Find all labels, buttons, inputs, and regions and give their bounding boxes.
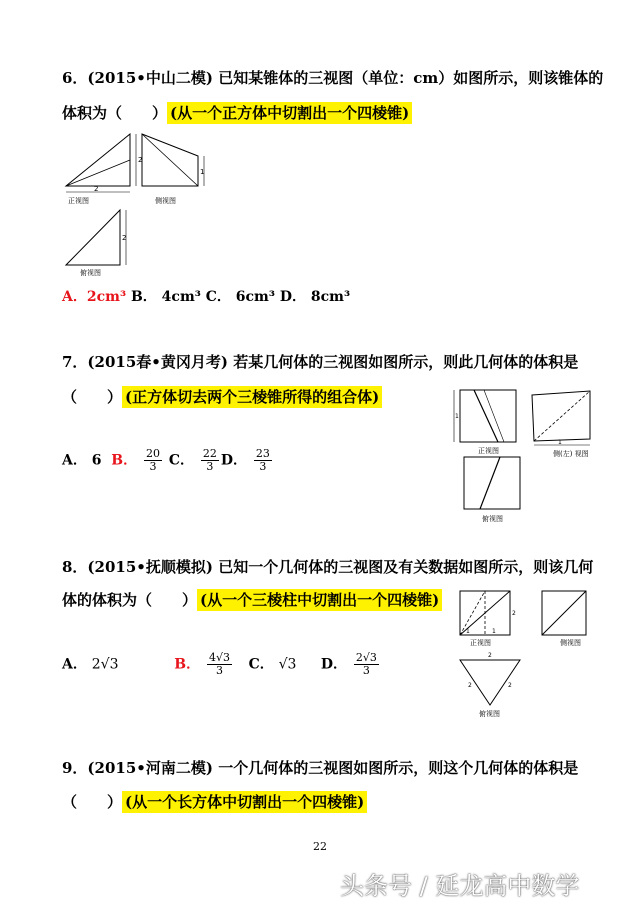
- q6-side-dim1: 1: [200, 168, 205, 176]
- q6-option-d[interactable]: D． 8cm³: [279, 289, 351, 305]
- q7-front-dim: 1: [455, 413, 459, 420]
- q8-line1: 8．(2015•抚顺模拟) 已知一个几何体的三视图及有关数据如图所示，则该几何: [62, 558, 594, 576]
- q9-hint: (从一个长方体中切割出一个四棱锥): [122, 791, 367, 813]
- q8-hint: (从一个三棱柱中切割出一个四棱锥): [197, 589, 442, 611]
- q7-option-c-frac: $\frac{22}{3}$: [202, 447, 217, 473]
- q8-top-caption: 俯视图: [479, 710, 500, 718]
- q7-hint: (正方体切去两个三棱锥所得的组合体): [122, 386, 382, 408]
- q6-options: [62, 287, 350, 307]
- q7-option-b-frac: $\frac{20}{3}$: [145, 447, 160, 473]
- q6-hint: (从一个正方体中切割出一个四棱锥): [167, 102, 412, 124]
- q6-side-dim2: 2: [138, 156, 143, 164]
- q6-top-caption: 俯视图: [80, 269, 101, 277]
- q9-prefix: （ ）: [62, 793, 123, 811]
- q7-side-dim: 1: [558, 439, 562, 446]
- q8-figure: [440, 585, 620, 730]
- q8-option-a[interactable]: A． 2√3: [62, 656, 119, 673]
- page-number: 22: [313, 840, 327, 853]
- q8-top-dim: 2: [488, 652, 492, 659]
- q6-front-view: [66, 134, 130, 186]
- q6-top-view: [66, 210, 120, 265]
- q6-option-c[interactable]: C． 6cm³: [205, 289, 275, 305]
- q7-top-view: [464, 457, 520, 509]
- q6-top-dim: 2: [122, 234, 127, 242]
- q8-option-b-frac: $\frac{4√3}{3}$: [208, 651, 230, 677]
- q6-option-b[interactable]: B． 4cm³: [130, 289, 201, 305]
- q6-front-dim: 2: [94, 185, 99, 193]
- q7-front-view: [460, 390, 516, 442]
- svg-text:2: 2: [508, 682, 512, 689]
- q8-option-b[interactable]: B．: [174, 656, 201, 673]
- svg-text:1: 1: [466, 628, 470, 635]
- q8-option-c[interactable]: C． √3: [248, 656, 297, 673]
- q9-line2: [62, 792, 367, 812]
- q7-option-d[interactable]: D．: [220, 452, 247, 469]
- q7-side-caption: 侧(左) 视图: [553, 450, 589, 458]
- svg-text:2: 2: [468, 682, 472, 689]
- q6-prefix: 体积为（ ）: [62, 104, 168, 122]
- svg-text:1: 1: [492, 628, 496, 635]
- q9-line1: 9．(2015•河南二模) 一个几何体的三视图如图所示，则这个几何体的体积是: [62, 759, 579, 777]
- q7-option-a[interactable]: A． 6: [62, 452, 102, 469]
- q7-prefix: （ ）: [62, 388, 123, 406]
- q8-front-dim: 2: [512, 610, 516, 617]
- q8-side-caption: 侧视图: [560, 639, 581, 647]
- q7-top-caption: 俯视图: [482, 515, 503, 523]
- q7-side-view: [532, 391, 590, 441]
- q6-side-caption: 侧视图: [155, 197, 176, 205]
- q6-option-a[interactable]: A．2cm³: [62, 289, 127, 305]
- q7-front-caption: 正视图: [478, 447, 499, 455]
- q8-line2: [62, 590, 442, 610]
- q6-line2: [62, 103, 412, 123]
- watermark: 头条号 / 延龙高中数学: [340, 872, 580, 900]
- q7-line2: [62, 387, 382, 407]
- q7-figure: [440, 385, 620, 530]
- q8-option-d[interactable]: D．: [320, 656, 347, 673]
- q6-line1: 6．(2015•中山二模) 已知某锥体的三视图（单位：cm）如图所示，则该锥体的: [62, 69, 604, 87]
- q7-option-b[interactable]: B．: [111, 452, 138, 469]
- q6-front-caption: 正视图: [68, 197, 89, 205]
- q7-option-c[interactable]: C．: [168, 452, 194, 469]
- q8-prefix: 体的体积为（ ）: [62, 591, 198, 609]
- q7-line1: 7．(2015春•黄冈月考) 若某几何体的三视图如图所示，则此几何体的体积是: [62, 353, 579, 371]
- q8-front-caption: 正视图: [470, 639, 491, 647]
- q8-options: [62, 652, 381, 677]
- q7-options: [62, 448, 274, 473]
- q7-option-d-frac: $\frac{23}{3}$: [255, 447, 270, 473]
- q8-option-d-frac: $\frac{2√3}{3}$: [355, 651, 377, 677]
